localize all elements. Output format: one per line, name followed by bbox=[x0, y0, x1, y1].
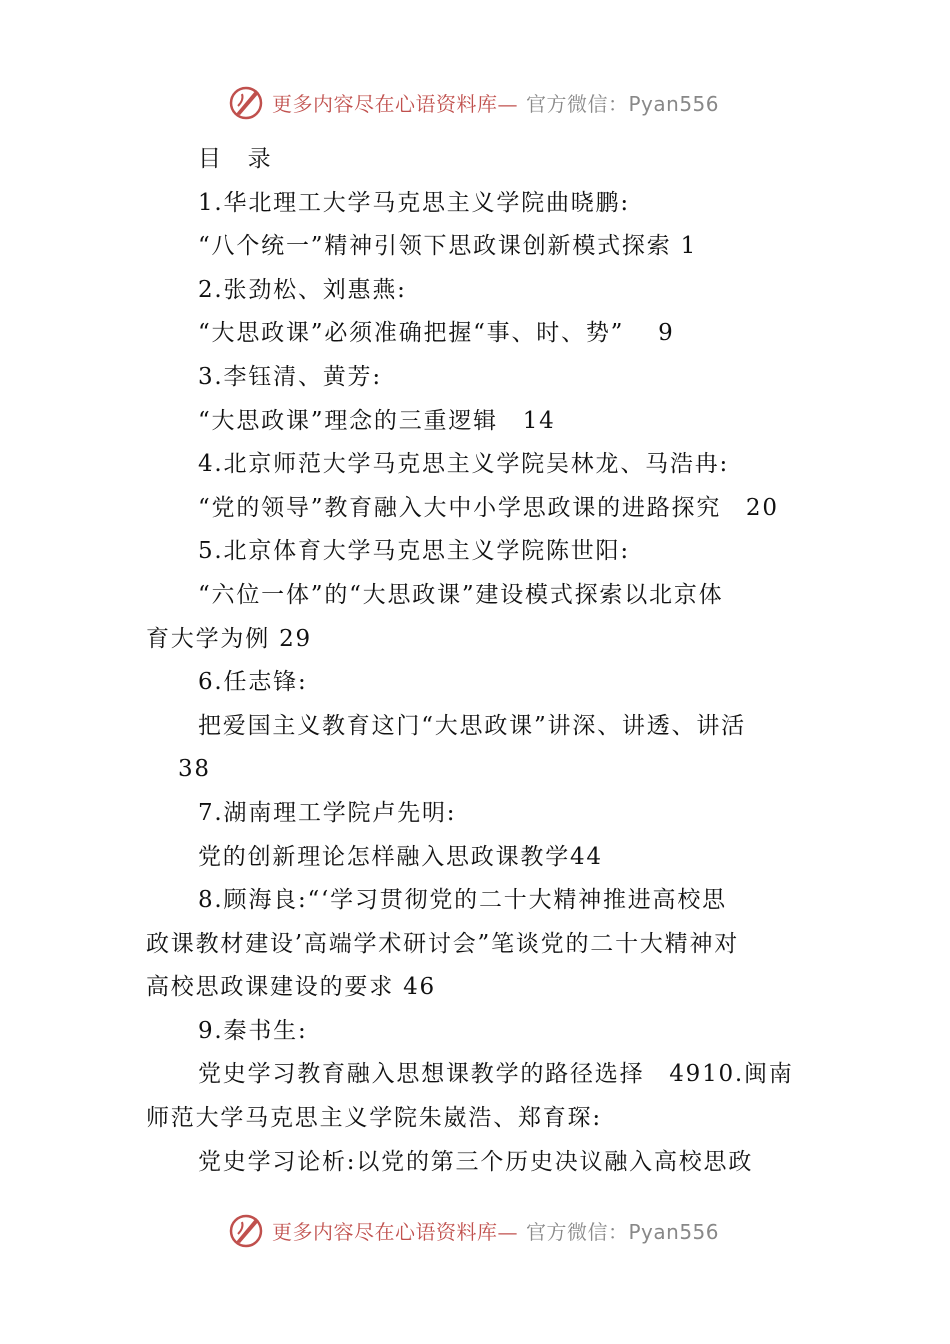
toc-line: “大思政课”理念的三重逻辑 14 bbox=[198, 407, 556, 434]
toc-line: 党的创新理论怎样融入思政课教学44 bbox=[198, 843, 603, 870]
toc-line: 党史学习教育融入思想课教学的路径选择 4910.闽南 bbox=[198, 1061, 794, 1088]
toc-line: 8.顾海良:“‘学习贯彻党的二十大精神推进高校思 bbox=[198, 887, 727, 914]
toc-line: 政课教材建设’高端学术研讨会”笔谈党的二十大精神对 bbox=[146, 930, 740, 957]
toc-line: 育大学为例 29 bbox=[146, 625, 312, 652]
table-of-contents bbox=[146, 138, 806, 1184]
toc-line: “大思政课”必须准确把握“事、时、势” 9 bbox=[198, 320, 675, 347]
toc-line: “八个统一”精神引领下思政课创新模式探索 1 bbox=[198, 233, 698, 260]
toc-line: 6.任志锋: bbox=[198, 669, 308, 696]
toc-line: 3.李钰清、黄芳: bbox=[198, 363, 382, 390]
watermark-text: 更多内容尽在心语资料库— bbox=[272, 91, 518, 116]
toc-heading: 目 录 bbox=[198, 146, 273, 172]
toc-line: “六位一体”的“大思政课”建设模式探索以北京体 bbox=[198, 581, 724, 608]
toc-line: 1.华北理工大学马克思主义学院曲晓鹏: bbox=[198, 189, 630, 216]
watermark-banner-top bbox=[228, 82, 748, 122]
toc-line: 38 bbox=[178, 756, 211, 783]
watermark-text: 更多内容尽在心语资料库— bbox=[272, 1219, 518, 1244]
watermark-wechat: 官方微信：Pyan556 bbox=[526, 91, 720, 116]
toc-line: 7.湖南理工学院卢先明: bbox=[198, 799, 457, 826]
watermark-banner-bottom bbox=[228, 1210, 748, 1250]
toc-line: 5.北京体育大学马克思主义学院陈世阳: bbox=[198, 538, 630, 565]
toc-line: 高校思政课建设的要求 46 bbox=[146, 974, 436, 1001]
quill-logo-icon bbox=[228, 1212, 264, 1248]
toc-line: 党史学习论析:以党的第三个历史决议融入高校思政 bbox=[198, 1148, 754, 1175]
watermark-wechat: 官方微信：Pyan556 bbox=[526, 1219, 720, 1244]
toc-line: 2.张劲松、刘惠燕: bbox=[198, 276, 407, 303]
toc-line: 4.北京师范大学马克思主义学院吴林龙、马浩冉: bbox=[198, 451, 730, 478]
toc-line: 师范大学马克思主义学院朱崴浩、郑育琛: bbox=[146, 1105, 602, 1132]
toc-line: “党的领导”教育融入大中小学思政课的进路探究 20 bbox=[198, 494, 779, 521]
quill-logo-icon bbox=[228, 84, 264, 120]
toc-line: 把爱国主义教育这门“大思政课”讲深、讲透、讲活 bbox=[198, 712, 746, 739]
toc-line: 9.秦书生: bbox=[198, 1017, 308, 1044]
